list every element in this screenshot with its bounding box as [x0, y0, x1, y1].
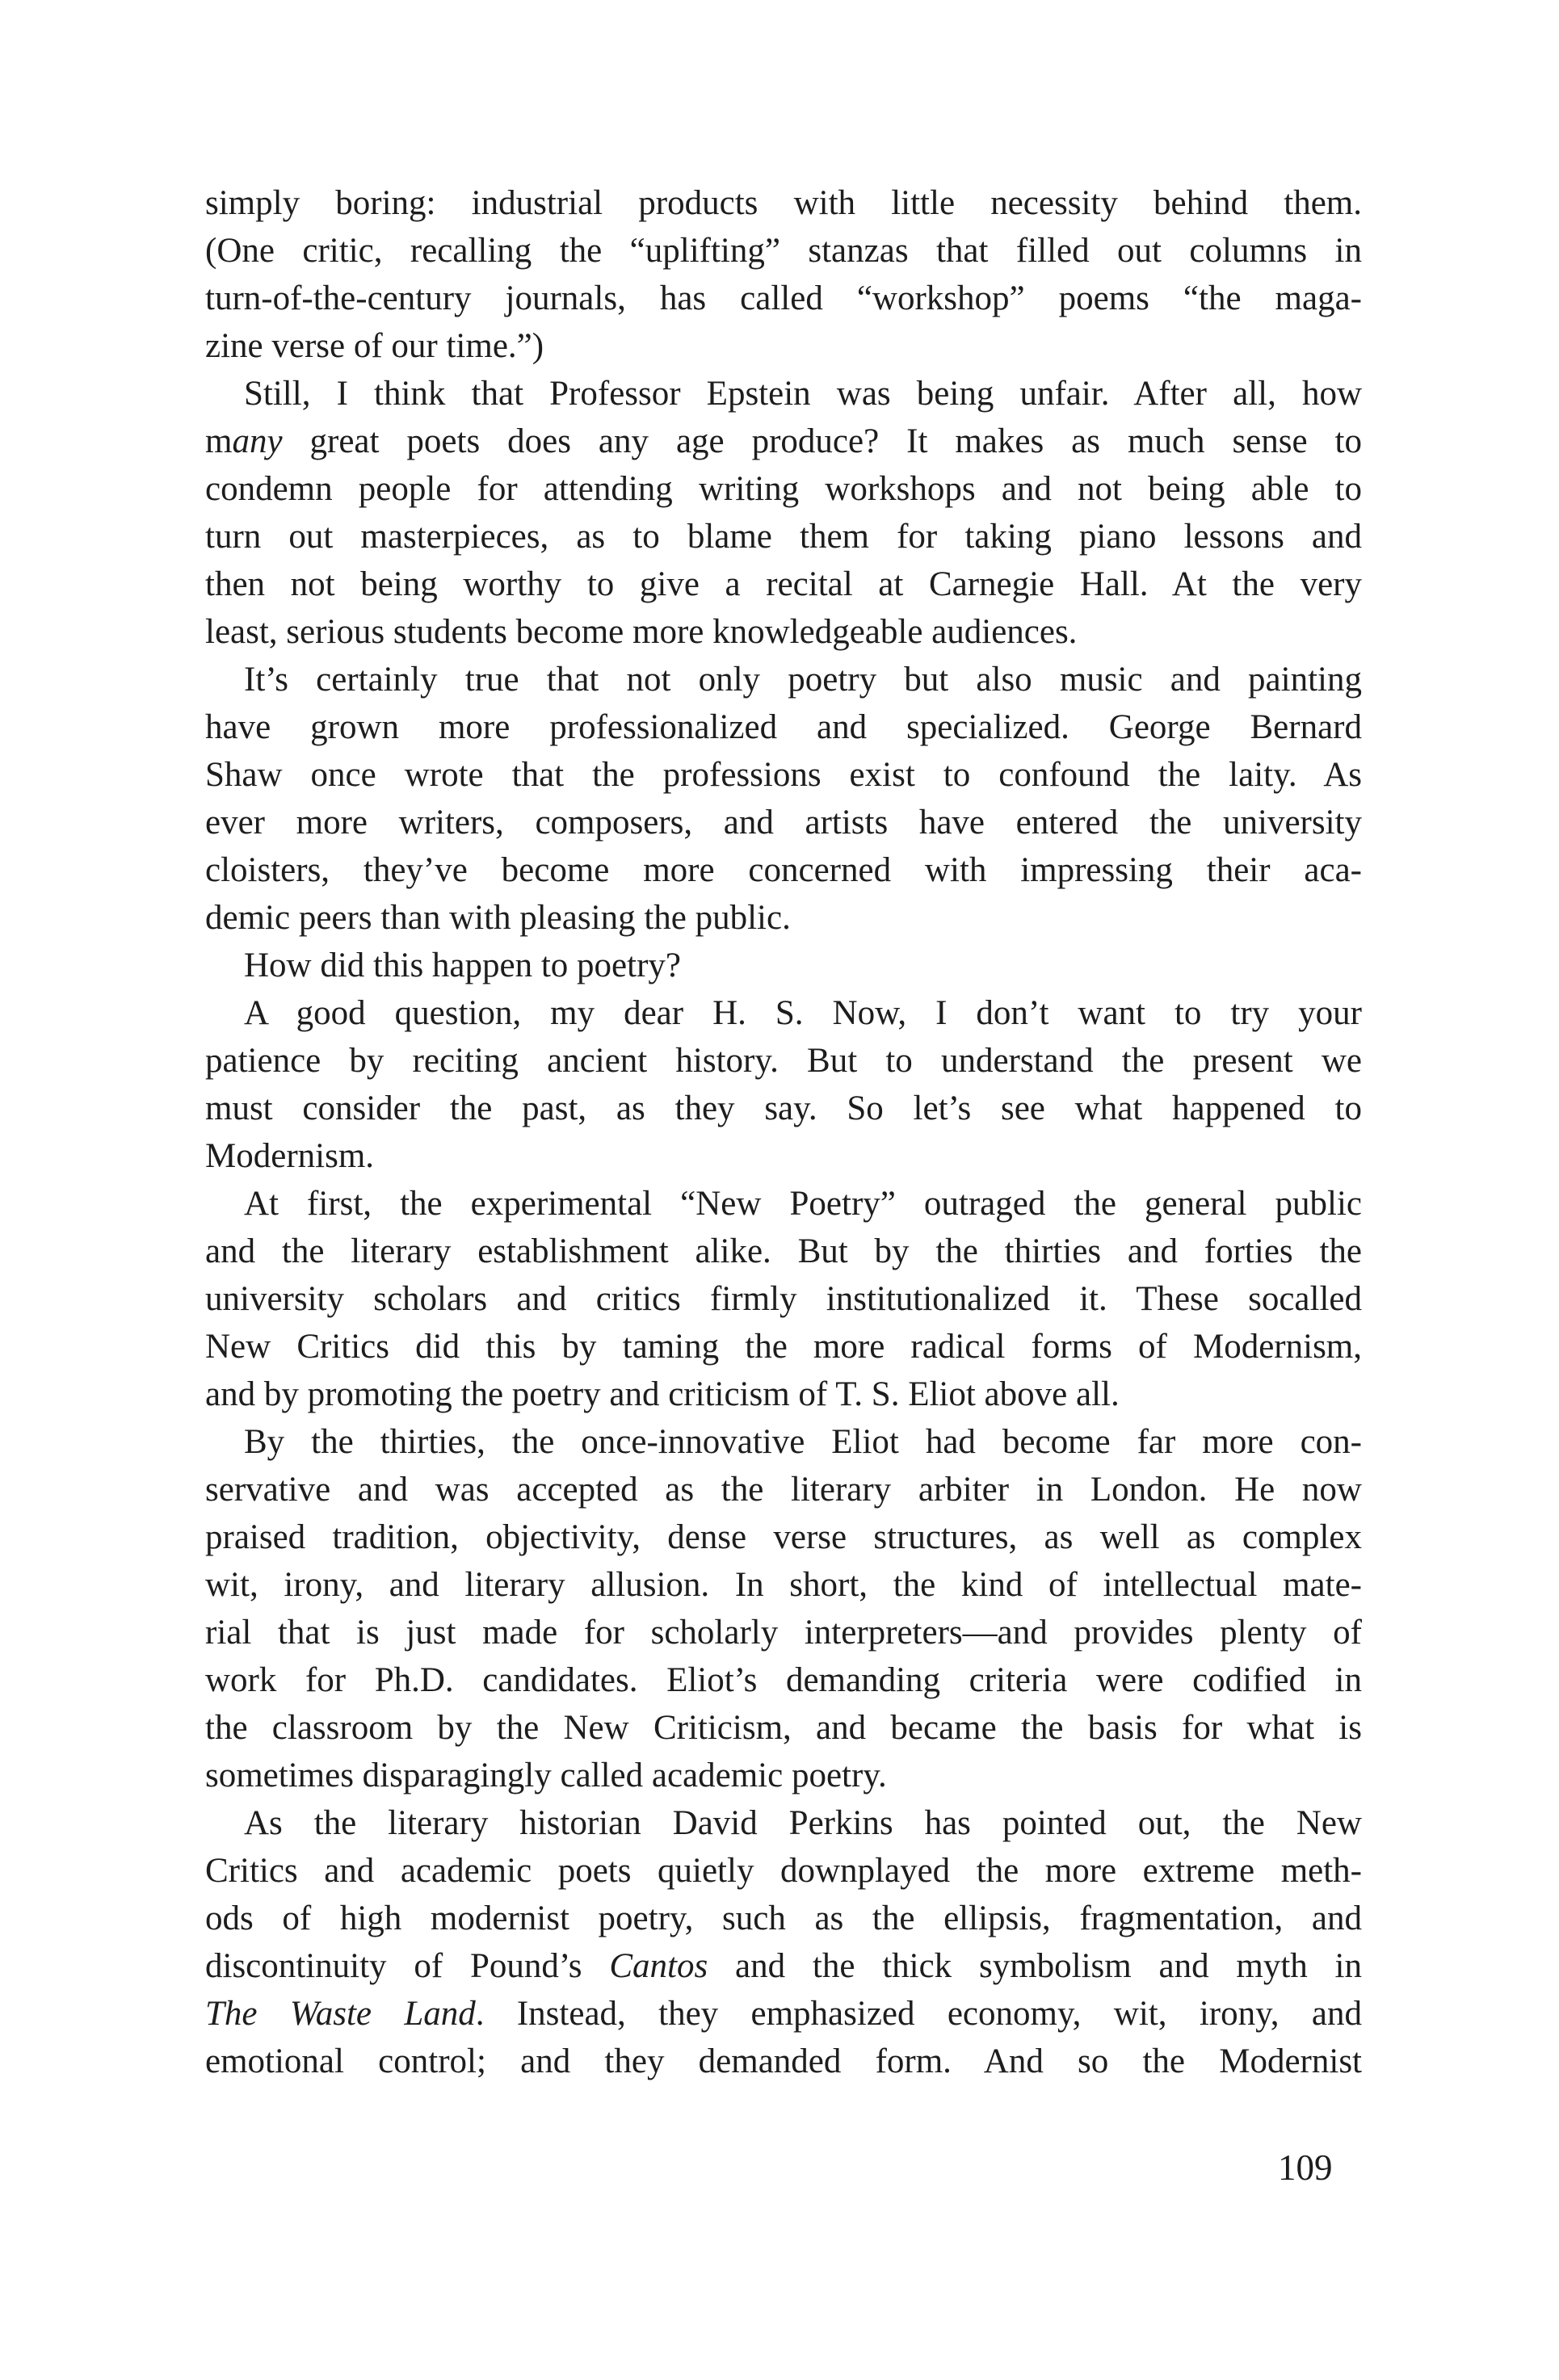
- text-line: Modernism.: [205, 1137, 375, 1175]
- text-line: then not being worthy to give a recital at Carnegie Hall. At the very: [205, 565, 1362, 603]
- text-line: praised tradition, objectivity, dense verse structures, as well as complex: [205, 1518, 1362, 1556]
- text-line: A good question, my dear H. S. Now, I don’t want to try your: [244, 994, 1362, 1032]
- text-line: rial that is just made for scholarly interpreters—and provides plenty of: [205, 1614, 1362, 1652]
- text-line: turn out masterpieces, as to blame them for taking piano lessons and: [205, 518, 1362, 556]
- page-body: [205, 179, 1362, 2085]
- text-line: It’s certainly true that not only poetry but also music and painting: [244, 661, 1362, 699]
- text-line: turn-of-the-century journals, has called “workshop” poems “the maga-: [205, 279, 1362, 317]
- text-line: condemn people for attending writing workshops and not being able to: [205, 470, 1362, 508]
- text-line: the classroom by the New Criticism, and became the basis for what is: [205, 1709, 1362, 1747]
- text-line: wit, irony, and literary allusion. In short, the kind of intellectual mate-: [205, 1566, 1362, 1604]
- text-line: work for Ph.D. candidates. Eliot’s demanding criteria were codified in: [205, 1661, 1362, 1699]
- text-line: servative and was accepted as the literary arbiter in London. He now: [205, 1471, 1362, 1509]
- text-line: New Critics did this by taming the more radical forms of Modernism,: [205, 1328, 1362, 1366]
- text-line: and by promoting the poetry and criticism of T. S. Eliot above all.: [205, 1375, 1120, 1413]
- text-line: ever more writers, composers, and artists have entered the university: [205, 804, 1362, 842]
- text-line: As the literary historian David Perkins has pointed out, the New: [244, 1804, 1362, 1842]
- text-line: and the literary establishment alike. But by the thirties and forties the: [205, 1232, 1362, 1270]
- text-line: university scholars and critics firmly institutionalized it. These socalled: [205, 1280, 1362, 1318]
- text-line: The Waste Land. Instead, they emphasized economy, wit, irony, and: [205, 1995, 1362, 2033]
- text-line: By the thirties, the once-innovative Eliot had become far more con-: [244, 1423, 1362, 1461]
- text-line: Shaw once wrote that the professions exist to confound the laity. As: [205, 756, 1362, 794]
- text-line: ods of high modernist poetry, such as the ellipsis, fragmentation, and: [205, 1899, 1362, 1937]
- text-line: many great poets does any age produce? It makes as much sense to: [205, 422, 1362, 460]
- text-line: (One critic, recalling the “uplifting” stanzas that filled out columns in: [205, 232, 1362, 270]
- text-line: At first, the experimental “New Poetry” outraged the general public: [244, 1185, 1362, 1223]
- text-line: have grown more professionalized and specialized. George Bernard: [205, 708, 1362, 746]
- text-line: cloisters, they’ve become more concerned with impressing their aca-: [205, 851, 1362, 889]
- text-line: zine verse of our time.”): [205, 327, 544, 365]
- text-line: How did this happen to poetry?: [244, 947, 681, 984]
- text-line: least, serious students become more knowledgeable audiences.: [205, 613, 1078, 651]
- text-line: Critics and academic poets quietly downplayed the more extreme meth-: [205, 1852, 1362, 1890]
- text-line: demic peers than with pleasing the public.: [205, 899, 791, 937]
- text-line: Still, I think that Professor Epstein was being unfair. After all, how: [244, 375, 1362, 413]
- page-number: 109: [1278, 2147, 1333, 2188]
- text-line: patience by reciting ancient history. But to understand the present we: [205, 1042, 1362, 1080]
- text-line: must consider the past, as they say. So let’s see what happened to: [205, 1089, 1362, 1127]
- text-line: simply boring: industrial products with little necessity behind them.: [205, 184, 1362, 222]
- text-line: discontinuity of Pound’s Cantos and the thick symbolism and myth in: [205, 1947, 1363, 1985]
- text-line: emotional control; and they demanded form. And so the Modernist: [205, 2042, 1362, 2080]
- text-line: sometimes disparagingly called academic poetry.: [205, 1757, 887, 1794]
